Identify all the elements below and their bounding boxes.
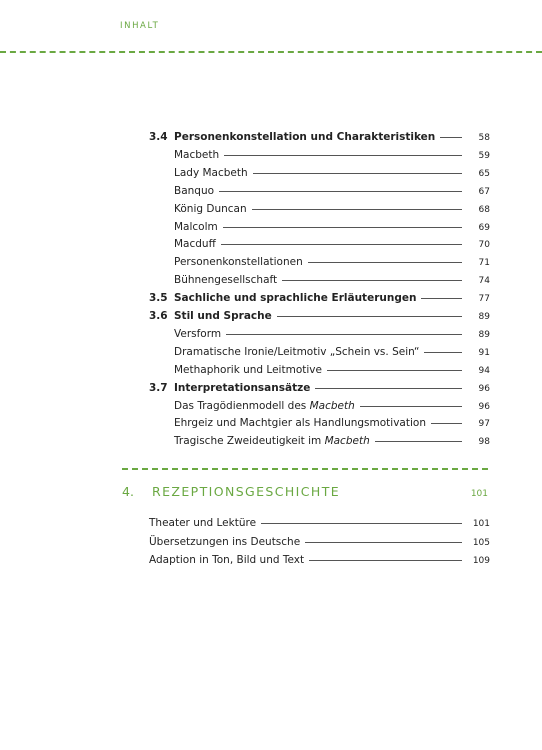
leader-line [309, 560, 462, 561]
toc-entry[interactable] [149, 346, 490, 358]
chapter-title: REZEPTIONSGESCHICHTE [152, 484, 341, 499]
leader-line [221, 244, 462, 245]
toc-entry[interactable] [149, 274, 490, 286]
toc-entry[interactable] [149, 435, 490, 447]
section-number: 3.4 [149, 131, 168, 143]
toc-entry[interactable] [149, 536, 490, 548]
page-number: 74 [478, 276, 490, 287]
page-number: 94 [478, 365, 490, 376]
entry-title: Macbeth [174, 148, 220, 161]
entry-title: Theater und Lektüre [149, 517, 257, 529]
toc-entry[interactable] [149, 400, 490, 412]
page-number: 91 [478, 347, 490, 358]
entry-title: Methaphorik und Leitmotive [174, 363, 322, 376]
entry-title: König Duncan [174, 202, 247, 215]
toc-entry[interactable] [149, 417, 490, 429]
entry-title: Stil und Sprache [174, 310, 272, 322]
entry-title-italic: Macbeth [324, 435, 370, 448]
toc-entry[interactable] [149, 167, 490, 179]
page-number: 105 [472, 537, 490, 548]
entry-title: Adaption in Ton, Bild und Text [149, 554, 305, 566]
chapter-number: 4. [122, 484, 134, 499]
leader-line [252, 209, 462, 210]
page-number: 77 [478, 294, 490, 305]
entry-title: Malcolm [174, 220, 218, 233]
toc-entry[interactable] [149, 185, 490, 197]
entry-title-italic: Macbeth [309, 399, 355, 412]
toc-entry[interactable] [149, 149, 490, 161]
leader-line [315, 388, 462, 389]
section-number: 3.7 [149, 381, 168, 394]
leader-line [261, 523, 462, 524]
leader-line [424, 352, 462, 353]
page-number: 70 [478, 240, 490, 251]
toc-entry[interactable] [149, 131, 490, 143]
page-number: 67 [478, 186, 490, 197]
entry-title: Personenkonstellationen [174, 256, 303, 269]
page-number: 89 [478, 312, 490, 322]
leader-line [223, 227, 462, 228]
page-number: 65 [478, 168, 490, 179]
leader-line [226, 334, 462, 335]
running-header: INHALT [120, 21, 160, 31]
entry-title: Übersetzungen ins Deutsche [149, 535, 301, 548]
leader-line [308, 262, 462, 263]
entry-title: Dramatische Ironie/Leitmotiv „Schein vs. Sein“ [174, 345, 420, 358]
toc-entry[interactable] [149, 382, 490, 394]
page-number: 96 [478, 383, 490, 394]
toc-entry[interactable] [149, 203, 490, 215]
page-number: 71 [478, 258, 490, 269]
entry-title: Bühnengesellschaft [174, 274, 278, 287]
leader-line [431, 423, 462, 424]
page-number: 69 [478, 222, 490, 233]
toc-entry[interactable] [149, 256, 490, 268]
entry-title: Sachliche und sprachliche Erläuterungen [174, 292, 417, 305]
leader-line [253, 173, 462, 174]
section-number: 3.6 [149, 310, 168, 322]
page-number: 97 [478, 419, 490, 430]
page-number: 68 [478, 204, 490, 215]
toc-entry[interactable] [149, 364, 490, 376]
entry-title: Personenkonstellation und Charakteristiken [174, 131, 436, 143]
page-number: 58 [478, 133, 490, 143]
entry-title: Tragische Zweideutigkeit im Macbeth [174, 435, 370, 448]
toc-entry[interactable] [149, 328, 490, 340]
leader-line [282, 280, 462, 281]
page-number: 101 [472, 519, 490, 529]
page-number: 109 [472, 556, 490, 566]
entry-title: Interpretationsansätze [174, 381, 311, 394]
entry-title: Ehrgeiz und Machtgier als Handlungsmotivation [174, 417, 426, 430]
leader-line [224, 155, 462, 156]
leader-line [375, 441, 462, 442]
leader-line [360, 406, 462, 407]
entry-title: Macduff [174, 238, 216, 251]
toc-entry[interactable] [149, 292, 490, 304]
chapter-page: 101 [470, 489, 488, 499]
toc-entry[interactable] [149, 238, 490, 250]
entry-title: Versform [174, 327, 222, 340]
leader-line [305, 542, 462, 543]
section-number: 3.5 [149, 292, 168, 305]
entry-title: Lady Macbeth [174, 166, 248, 179]
toc-entry[interactable] [149, 310, 490, 322]
chapter-divider [122, 468, 488, 470]
entry-title: Banquo [174, 184, 215, 197]
entry-title: Das Tragödienmodell des Macbeth [174, 399, 355, 412]
leader-line [327, 370, 462, 371]
chapter-heading[interactable] [122, 484, 488, 499]
toc-entry[interactable] [149, 221, 490, 233]
toc-entry[interactable] [149, 517, 490, 529]
page-number: 96 [478, 401, 490, 412]
header-divider [0, 51, 542, 53]
leader-line [421, 298, 462, 299]
leader-line [440, 137, 462, 138]
toc-entry[interactable] [149, 554, 490, 566]
page-number: 59 [478, 150, 490, 161]
page-number: 89 [478, 329, 490, 340]
leader-line [277, 316, 462, 317]
page-number: 98 [478, 437, 490, 448]
leader-line [219, 191, 462, 192]
